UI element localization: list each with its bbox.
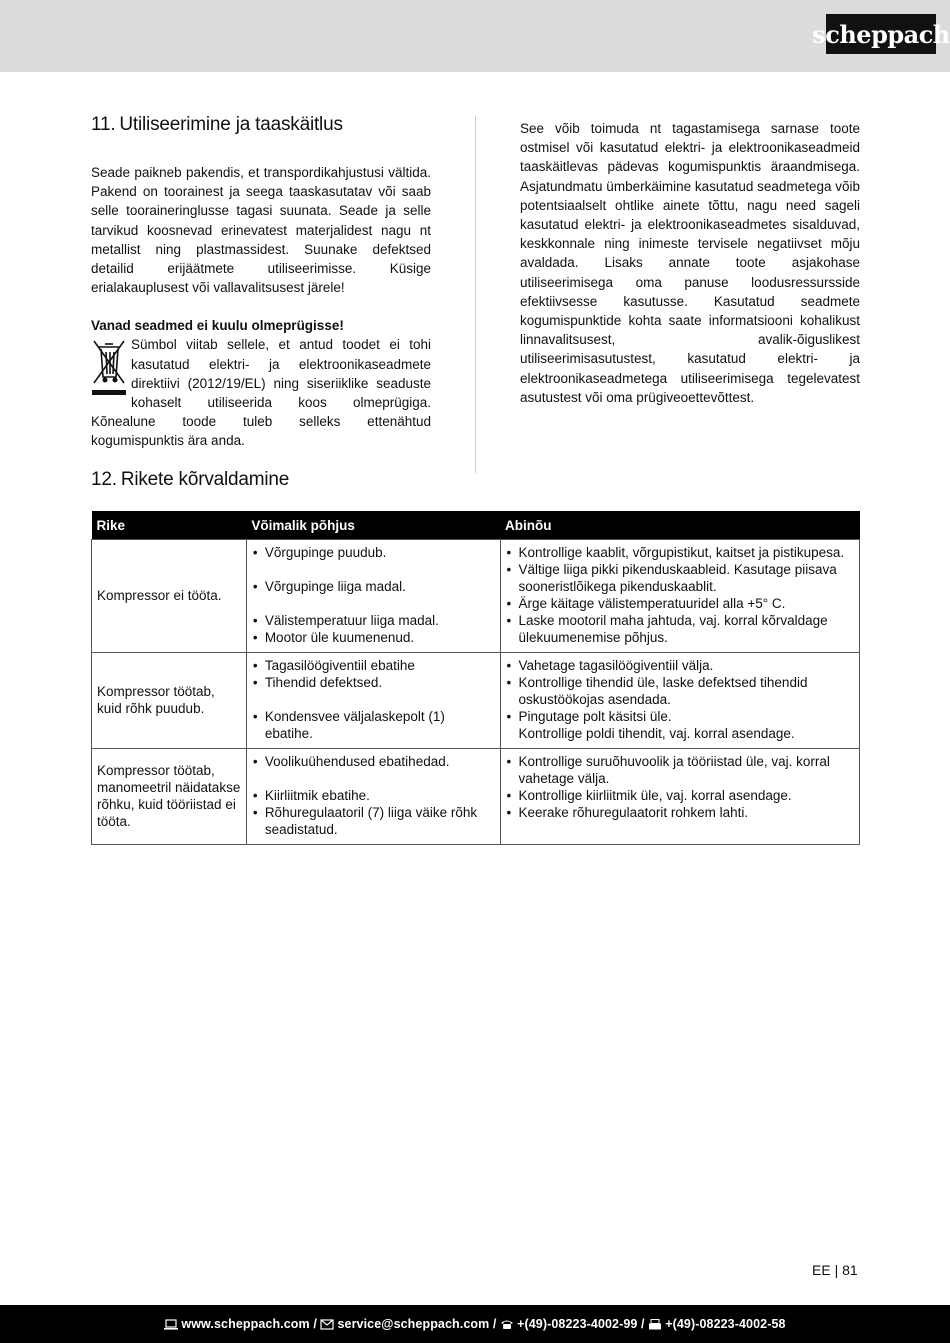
header-band xyxy=(0,0,950,72)
cause-cell xyxy=(246,653,500,749)
table-row xyxy=(92,749,860,845)
header-fault: Rike xyxy=(92,511,247,540)
weee-text: Sümbol viitab sellele, et antud toodet ei tohi kasutatud elektri- ja elektroonikaseadmete direktiivi (2012/19/EL) ning siseriiklike seaduste kohaselt utiliseerida koos olmeprügiga. Kõnealune toode tuleb selleks ettenähtud kogumispunktis ära anda. xyxy=(91,337,431,449)
list-item: • Mootor üle kuumenenud. xyxy=(252,629,495,646)
list-item: • Keerake rõhuregulaatorit rohkem lahti. xyxy=(506,804,854,821)
remedy-text: Pingutage polt käsitsi üle. xyxy=(518,709,672,724)
list-item: • Kontrollige kiirliitmik üle, vaj. korral asendage. xyxy=(506,787,854,804)
weee-notice xyxy=(91,335,431,450)
fault-cell: Kompressor töötab, manomeetril näidatakse rõhku, kuid tööriistad ei tööta. xyxy=(92,749,247,845)
section-title: Rikete kõrvaldamine xyxy=(120,469,290,490)
phone-icon xyxy=(500,1319,514,1330)
section-11-heading xyxy=(91,114,431,136)
troubleshooting-table xyxy=(91,511,860,845)
list-item: • Vahetage tagasilöögiventiil välja. xyxy=(506,657,854,674)
cause-cell xyxy=(246,749,500,845)
fax-icon xyxy=(648,1319,662,1330)
old-devices-subheading: Vanad seadmed ei kuulu olmeprügisse! xyxy=(91,318,344,334)
list-item: • Vältige liiga pikki pikenduskaableid. Kasutage piisava sooneristlõikega pikenduskaablit. xyxy=(506,561,854,595)
list-item: • Kontrollige kaablit, võrgupistikut, kaitset ja pistikupesa. xyxy=(506,544,854,561)
disposal-continuation-paragraph: See võib toimuda nt tagastamisega sarnase toote ostmisel või kasutatud elektri- ja elektroonikaseadmeid taaskäitlevas pädevas kogumispunktis äraandmisega. Asjatundmatu ümberkäimine kasutatud seadmetega võib potentsiaalselt ohtlike ainete tõttu, nagu need sageli kasutatud elektri- ja elektroonikaseadmetes sisalduvad, keskkonnale ning inimeste tervisele negatiivset mõju avaldada. Lisaks annate toote asjakohase utiliseerimisega oma panuse loodusressursside efektiivsesse kasutusse. Kasutatud seadmete kogumispunktide kohta saate informatsiooni kohalikust linnavalitsusest, avalik-õiguslikest utiliseerimisasutustest, kasutatud elektri- ja elektroonikaseadmetega utiliseerimisega tegelevatest asutustest või oma prügiveoettevõttest. xyxy=(520,121,860,405)
list-item: • Kontrollige suruõhuvoolik ja tööriistad üle, vaj. korral vahetage välja. xyxy=(506,753,854,787)
right-column xyxy=(520,119,860,407)
list-item: • Tihendid defektsed. xyxy=(252,674,495,691)
page-number: EE | 81 xyxy=(812,1262,858,1278)
list-item: • Kiirliitmik ebatihe. xyxy=(252,787,495,804)
section-number: 11. xyxy=(91,114,116,135)
footer-separator: / xyxy=(489,1317,501,1331)
table-row xyxy=(92,653,860,749)
footer-separator: / xyxy=(309,1317,321,1331)
footer-separator: / xyxy=(637,1317,649,1331)
list-item: • Tagasilöögiventiil ebatihe xyxy=(252,657,495,674)
phone-number: +(49)-08223-4002-99 xyxy=(517,1317,638,1331)
remedy-cell xyxy=(500,540,859,653)
fault-cell: Kompressor ei tööta. xyxy=(92,540,247,653)
list-item: • Ärge käitage välistemperatuuridel alla +5° C. xyxy=(506,595,854,612)
left-column xyxy=(91,114,431,451)
website-link[interactable]: www.scheppach.com xyxy=(181,1317,310,1331)
list-item: • Laske mootoril maha jahtuda, vaj. korral kõrvaldage ülekuumenemise põhjus. xyxy=(506,612,854,646)
list-item: • Kondensvee väljalaskepolt (1) ebatihe. xyxy=(252,708,495,742)
table-header-row xyxy=(92,511,860,540)
footer-contact-bar xyxy=(0,1305,950,1343)
section-number: 12. xyxy=(91,469,117,490)
email-icon xyxy=(320,1319,334,1330)
crossed-out-wheelie-bin-icon xyxy=(91,337,127,407)
header-remedy: Abinõu xyxy=(500,511,859,540)
list-item: • Voolikuühendused ebatihedad. xyxy=(252,753,495,770)
header-cause: Võimalik põhjus xyxy=(246,511,500,540)
email-link[interactable]: service@scheppach.com xyxy=(337,1317,490,1331)
cause-cell xyxy=(246,540,500,653)
section-12-heading xyxy=(91,469,289,491)
list-item: • Võrgupinge puudub. xyxy=(252,544,495,561)
fax-number: +(49)-08223-4002-58 xyxy=(665,1317,786,1331)
list-item: • Kontrollige tihendid üle, laske defektsed tihendid oskustöökojas asendada. xyxy=(506,674,854,708)
column-divider xyxy=(475,116,476,473)
brand-logo: scheppach xyxy=(826,14,936,54)
fault-cell: Kompressor töötab, kuid rõhk puudub. xyxy=(92,653,247,749)
packaging-paragraph: Seade paikneb pakendis, et transpordikahjustusi vältida. Pakend on toorainest ja seega taaskasutatav või saab selle tooraineringlusse tagasi suunata. Seade ja selle tarvikud koosnevad erinevatest materjalidest nagu nt metallist ning plastmassidest. Suunake defektsed detailid erijäätmete utiliseerimisse. Küsige erialakauplusest või vallavalitsusest järele! xyxy=(91,165,431,296)
section-title: Utiliseerimine ja taaskäitlus xyxy=(119,114,343,135)
list-item: • Võrgupinge liiga madal. xyxy=(252,578,495,595)
list-item: • Välistemperatuur liiga madal. xyxy=(252,612,495,629)
list-item: • Rõhuregulaatoril (7) liiga väike rõhk seadistatud. xyxy=(252,804,495,838)
list-item xyxy=(506,708,854,742)
computer-icon xyxy=(164,1319,178,1330)
remedy-cell xyxy=(500,653,859,749)
remedy-cell xyxy=(500,749,859,845)
table-row xyxy=(92,540,860,653)
remedy-text: Kontrollige poldi tihendit, vaj. korral asendage. xyxy=(518,726,795,741)
